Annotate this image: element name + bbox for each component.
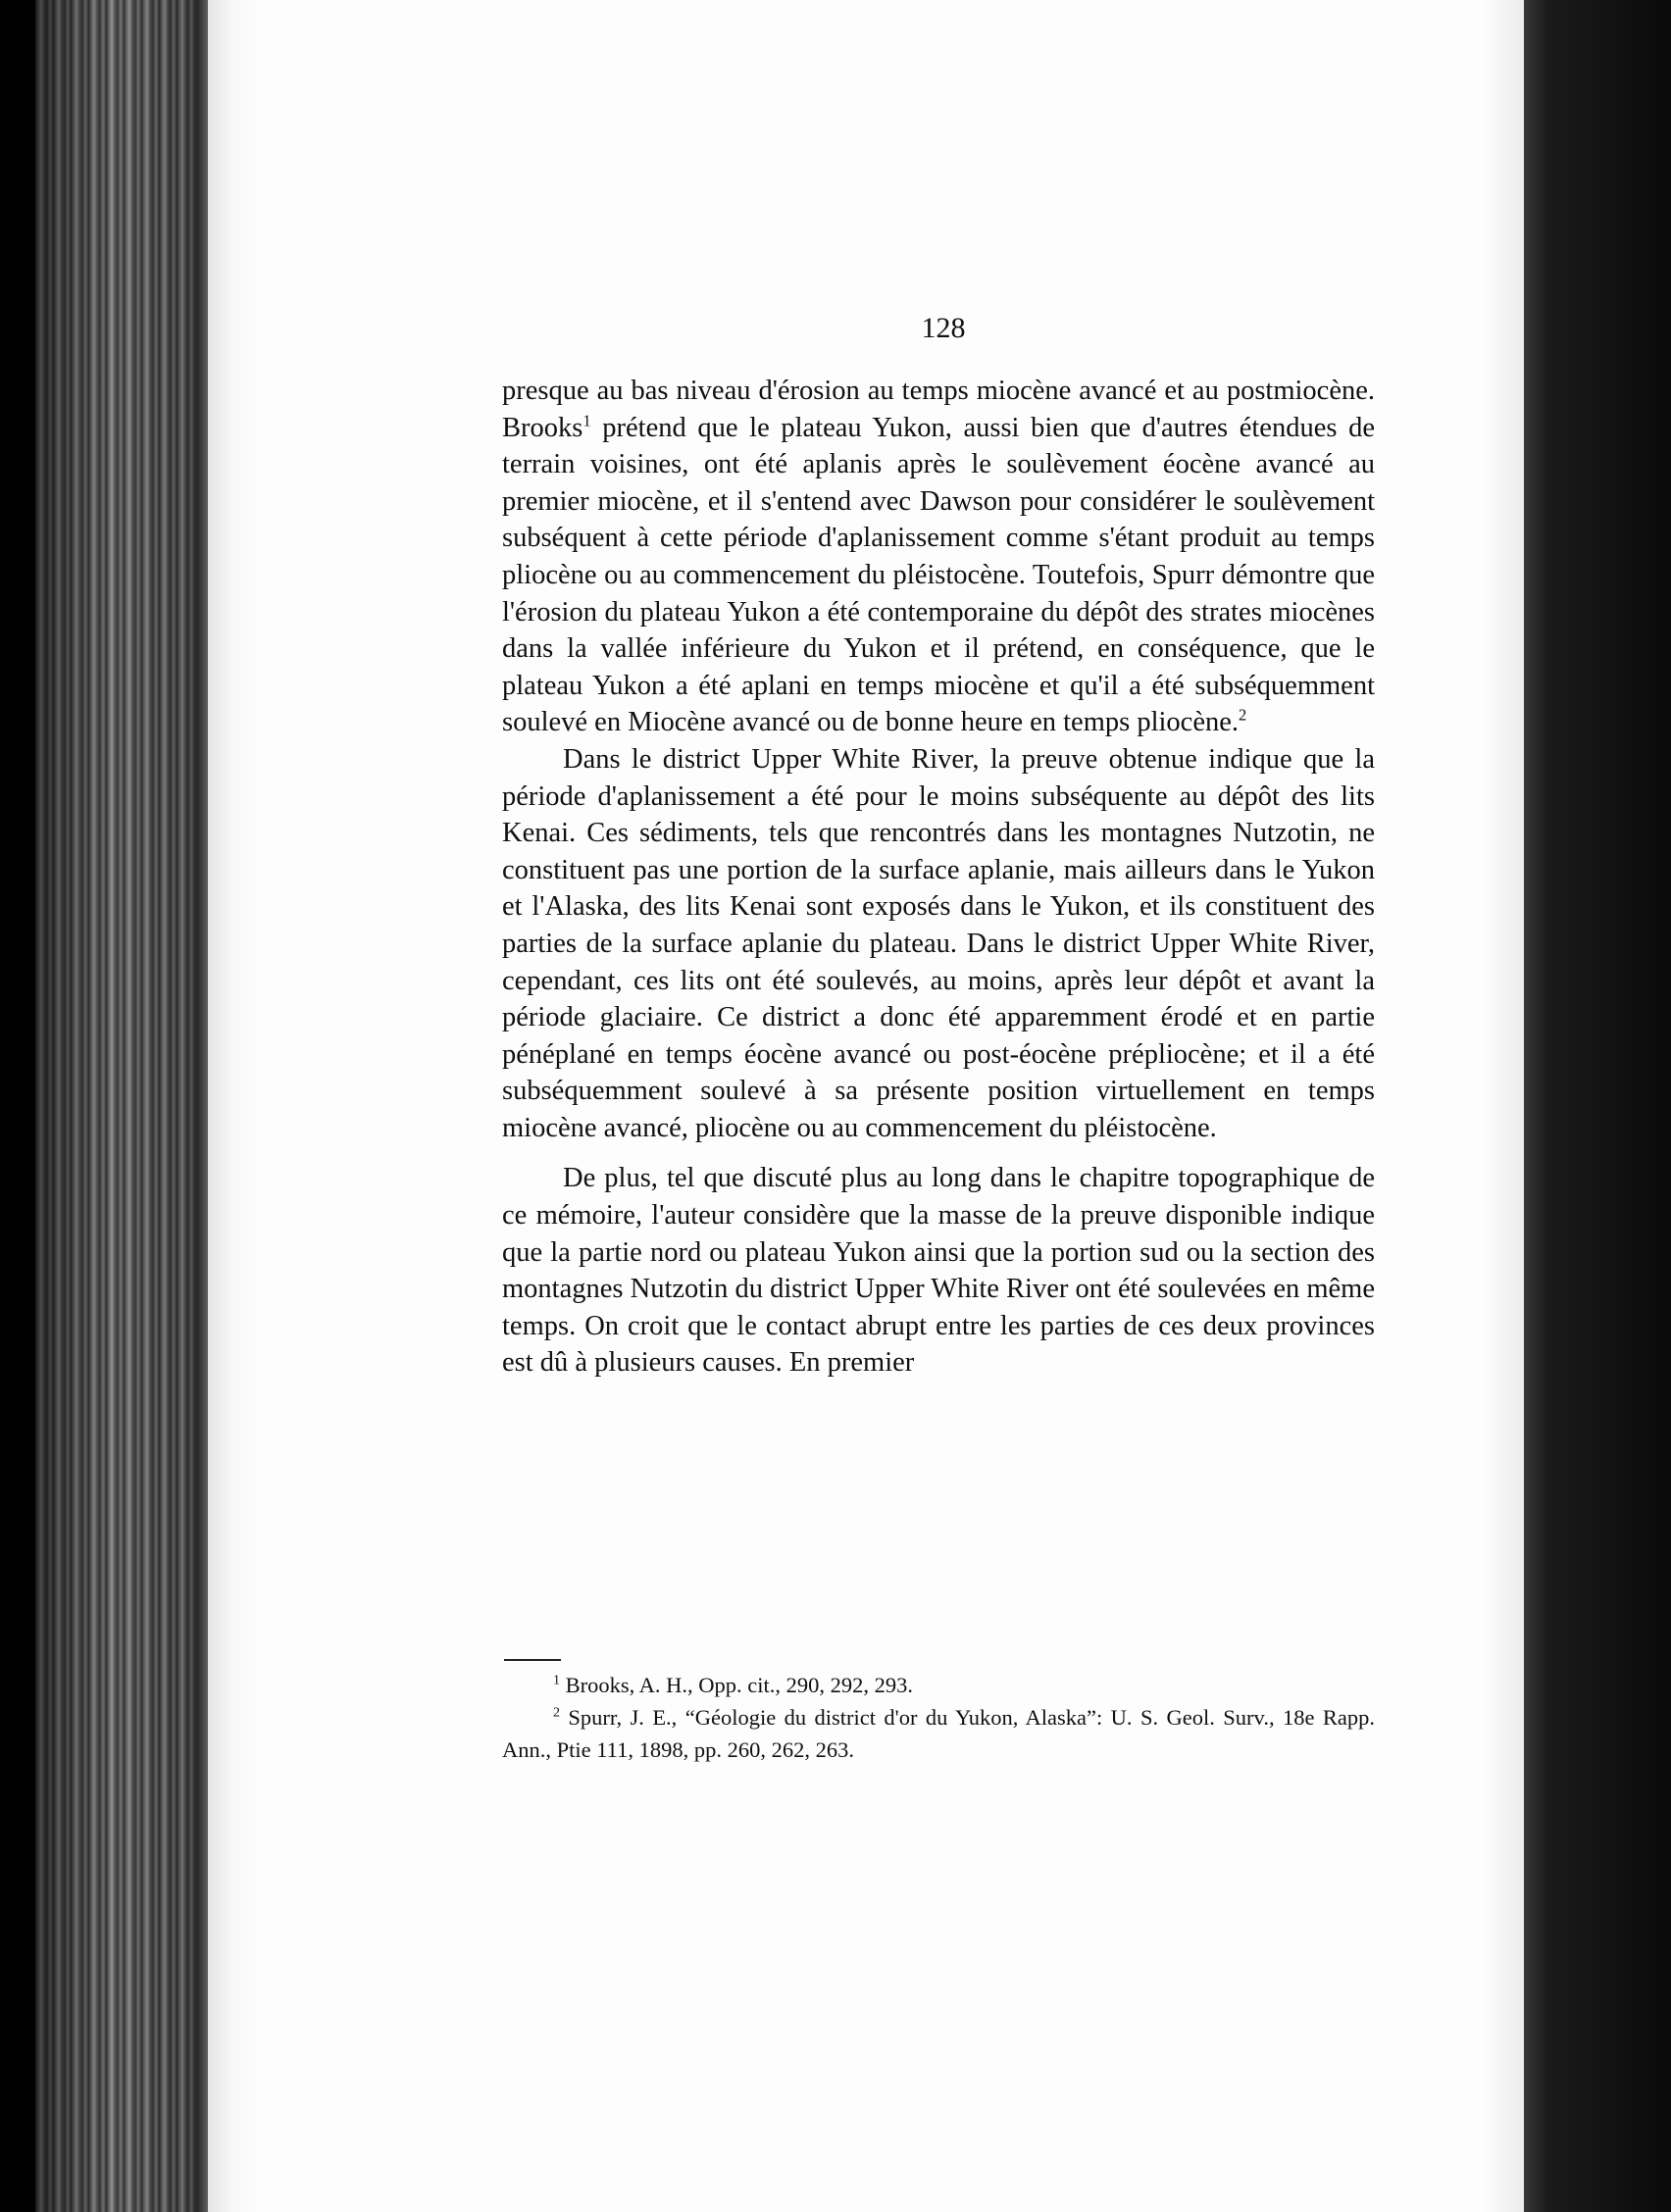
footnote-2-mark: 2 [553, 1705, 560, 1721]
footnote-2-text: Spurr, J. E., “Géologie du district d'or du Yukon, Alaska”: U. S. Geol. Surv., 18e Rapp. Ann., Ptie 111, 1898, pp. 260, 262, 263. [502, 1705, 1375, 1762]
book-page-edges [35, 0, 208, 2212]
footnote-1 [502, 1669, 1375, 1701]
footnote-separator [504, 1659, 561, 1661]
paragraph-1 [502, 373, 1375, 741]
paragraph-2: Dans le district Upper White River, la preuve obtenue indique que la période d'aplanissement a été pour le moins subséquente au dépôt des lits Kenai. Ces sédiments, tels que rencontrés dans les montagnes Nutzotin, ne constituent pas une portion de la surface aplanie, mais ailleurs dans le Yukon et l'Alaska, des lits Kenai sont exposés dans le Yukon, et ils constituent des parties de la surface aplanie du plateau. Dans le district Upper White River, cependant, ces lits ont été soulevés, au moins, après leur dépôt et avant la période glaciaire. Ce district a donc été apparemment érodé et en partie pénéplané en temps éocène avancé ou post-éocène prépliocène; et il a été subséquemment soulevé à sa présente position virtuellement en temps miocène avancé, pliocène ou au commencement du pléistocène. [502, 743, 1375, 1143]
footnote-ref-2: 2 [1239, 705, 1247, 725]
paragraph-1-text-a: presque au bas niveau d'érosion au temps miocène avancé et au postmiocène. Brooks [502, 376, 1375, 443]
paragraph-3: De plus, tel que discuté plus au long dans le chapitre topographique de ce mémoire, l'auteur considère que la masse de la preuve disponible indique que la partie nord ou plateau Yukon ainsi que la portion sud ou la section des montagnes Nutzotin du district Upper White River ont été soulevées en même temps. On croit que le contact abrupt entre les parties de ces deux provinces est dû à plusieurs causes. En premier [502, 1163, 1375, 1379]
footnotes [502, 1669, 1375, 1766]
footnote-1-text: Brooks, A. H., Opp. cit., 290, 292, 293. [559, 1673, 913, 1697]
footnote-1-mark: 1 [553, 1673, 560, 1688]
footnote-2 [502, 1701, 1375, 1766]
footnote-ref-1: 1 [582, 411, 591, 430]
right-dark-edge [1522, 0, 1671, 2212]
body-text [502, 373, 1375, 1382]
paragraph-1-text-b: prétend que le plateau Yukon, aussi bien que d'autres étendues de terrain voisines, ont été aplanis après le soulèvement éocène avancé au premier miocène, et il s'entend avec Dawson pour considérer le soulèvement subséquent à cette période d'aplanissement comme s'étant produit au temps pliocène ou au commencement du pléistocène. Toutefois, Spurr démontre que l'érosion du plateau Yukon a été contemporaine du dépôt des strates miocènes dans la vallée inférieure du Yukon et il prétend, en conséquence, que le plateau Yukon a été aplani en temps miocène et qu'il a été subséquemment soulevé en Miocène avancé ou de bonne heure en temps pliocène. [502, 412, 1375, 738]
page-number: 128 [921, 312, 966, 344]
